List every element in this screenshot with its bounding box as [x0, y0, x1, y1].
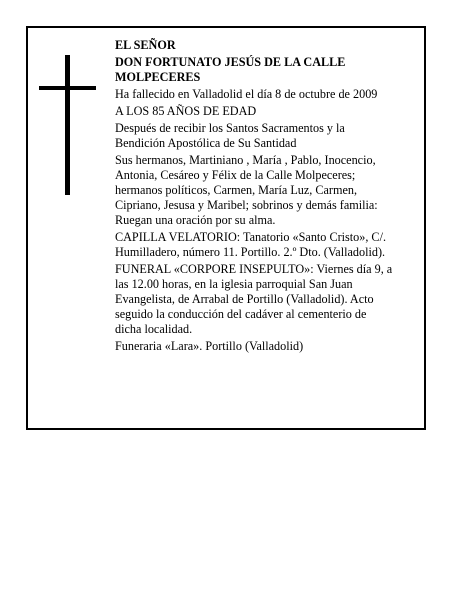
- cross-icon: [65, 55, 70, 195]
- title: EL SEÑOR: [115, 38, 176, 52]
- funeral-home: Funeraria «Lara». Portillo (Valladolid): [115, 339, 304, 353]
- deceased-name: DON FORTUNATO JESÚS DE LA CALLE MOLPECERES: [115, 55, 346, 84]
- funeral: FUNERAL «CORPORE INSEPULTO»: Viernes día 9, a las 12.00 horas, en la iglesia parroquial San Juan Evangelista, de Arrabal de Portillo (Valladolid). Acto seguido la conducción del cadáver al cementerio de dicha localidad.: [115, 262, 393, 336]
- cross-icon-bar: [39, 86, 96, 90]
- sacraments: Después de recibir los Santos Sacramentos y la Bendición Apostólica de Su Santidad: [115, 121, 345, 150]
- obituary-text: [115, 38, 435, 356]
- chapel: CAPILLA VELATORIO: Tanatorio «Santo Cristo», C/. Humilladero, número 11. Portillo. 2.º Dto. (Valladolid).: [115, 230, 386, 259]
- age: A LOS 85 AÑOS DE EDAD: [115, 104, 257, 118]
- family: Sus hermanos, Martiniano , María , Pablo, Inocencio, Antonia, Cesáreo y Félix de la Calle Molpeceres; hermanos políticos, Carmen, María Luz, Carmen, Cipriano, Jesusa y Maribel; sobrinos y demás familia: Ruegan una oración por su alma.: [115, 153, 378, 227]
- death-notice: Ha fallecido en Valladolid el día 8 de octubre de 2009: [115, 87, 378, 101]
